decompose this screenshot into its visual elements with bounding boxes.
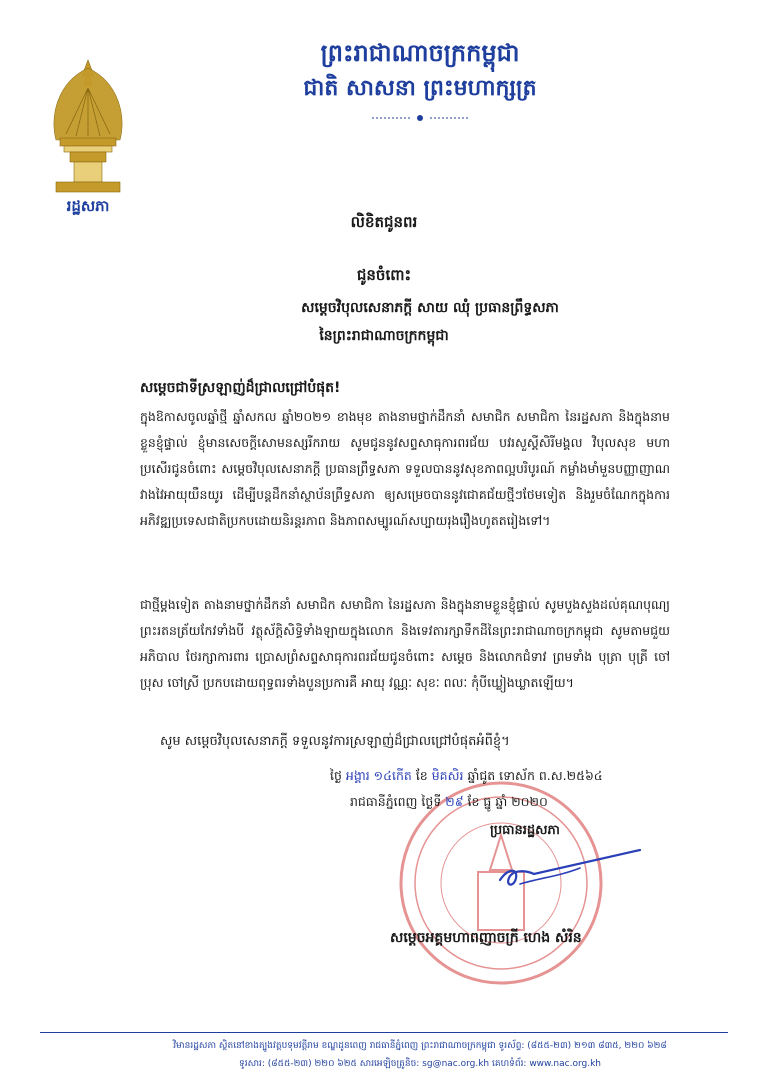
footer-address: វិមានរដ្ឋសភា ស្ថិតនៅខាងត្បូងវត្តបទុមវត្តីរាម ខណ្ឌដូនពេញ រាជធានីភ្នំពេញ ព្រះរាជាណាចក្រកម្ពុជា ទូរស័ព្ទ: (៨៥៥-២៣) ២១៣ ៨៣៥, ២២០ ៦២៨ xyxy=(173,1041,667,1051)
org-name: រដ្ឋសភា xyxy=(66,197,110,215)
lunar-month: មិគសិរ xyxy=(431,768,464,783)
addressee-label: ជូនចំពោះ xyxy=(356,266,412,284)
paragraph-1: ក្នុងឱកាសចូលឆ្នាំថ្មី ឆ្នាំសកល ឆ្នាំ២០២១ ខាងមុខ តាងនាមថ្នាក់ដឹកនាំ សមាជិក សមាជិកា នៃរដ្ឋសភា និងក្នុងនាមខ្លួនខ្ញុំផ្ទាល់ ខ្ញុំមានសេចក្តីសោមនស្សរីករាយ សូមជូននូវសព្ទសាធុការពរជ័យ បវរសួស្តីសិរីមង្គល វិបុលសុខ មហាប្រសើរជូនចំពោះ សម្តេចវិបុលសេនាភក្តី ប្រធានព្រឹទ្ធសភា ទទួលបាននូវសុខភាពល្អបរិបូរណ៍ កម្លាំងមាំមួនបញ្ញាញាណវាងវៃអាយុយឺនយូរ ដើម្បីបន្តដឹកនាំស្ថាប័នព្រឹទ្ធសភា ឲ្យសម្រេចបាននូវជោគជ័យថ្មីៗថែមទៀត និងរួមចំណែកក្នុងការអភិវឌ្ឍប្រទេសជាតិប្រកបដោយនិរន្តរភាព និងភាពសម្បូរណ៍សប្បាយរុងរឿងហូតតរៀងទៅ។ xyxy=(140,409,670,528)
solar-date-prefix: រាជធានីភ្នំពេញ ថ្ងៃទី xyxy=(350,794,442,809)
lunar-date-rest: ឆ្នាំជូត ទោស័ក ព.ស.២៥៦៤ xyxy=(467,768,603,783)
national-assembly-emblem-icon xyxy=(46,58,130,198)
footer-contacts: ទូរសារ: (៨៥៥-២៣) ២២០ ៦២៥ សារអេឡិចត្រូនិច: sg@nac.org.kh គេហទំព័រ: www.nac.org.kh xyxy=(239,1059,601,1069)
solar-date xyxy=(350,794,690,813)
lunar-date xyxy=(330,768,690,787)
solar-date-rest: ខែ ធ្នូ ឆ្នាំ ២០២០ xyxy=(467,794,548,809)
salutation: សម្តេចជាទីស្រឡាញ់ដ៏ជ្រាលជ្រៅបំផុត! xyxy=(140,380,341,396)
paragraph-2: ជាថ្មីម្តងទៀត តាងនាមថ្នាក់ដឹកនាំ សមាជិក សមាជិកា នៃរដ្ឋសភា និងក្នុងនាមខ្លួនខ្ញុំផ្ទាល់ សូមបួងសួងដល់គុណបុណ្យព្រះរតនត្រ័យកែវទាំងបី វត្ថុស័ក្តិសិទ្ធិទាំងឡាយក្នុងលោក និងទេវតារក្សាទឹកដីនៃព្រះរាជាណាចក្រកម្ពុជា សូមតាមជួយអភិបាល ថែរក្សាការពារ ប្រោសព្រំសព្ទសាធុការពរជ័យជូនចំពោះ សម្តេច និងលោកជំទាវ ព្រមទាំង បុត្រា បុត្រី ចៅប្រុស ចៅស្រី ប្រកបដោយពុទ្ធពរទាំងបួនប្រការគឺ អាយុ វណ្ណៈ សុខៈ ពលៈ កុំបីឃ្លៀងឃ្លាតឡើយ។ xyxy=(140,597,670,690)
solar-date-day: ២៩ xyxy=(445,794,464,809)
ornament-divider xyxy=(370,113,470,123)
lunar-month-label: ខែ xyxy=(415,768,428,783)
signer-name: សម្តេចអគ្គមហាពញាចក្រី ហេង សំរិន xyxy=(390,930,582,946)
lunar-date-prefix: ថ្ងៃ xyxy=(330,768,342,783)
lunar-date-handwritten: អង្គារ ១៤កើត xyxy=(345,768,412,783)
letter-title: លិខិតជូនពរ xyxy=(350,213,418,231)
closing-line: សូម សម្តេចវិបុលសេនាភក្តី ទទួលនូវការស្រឡាញ់ដ៏ជ្រាលជ្រៅបំផុតអំពីខ្ញុំ។ xyxy=(160,734,510,749)
footer-divider xyxy=(40,1032,728,1033)
handwritten-signature-icon xyxy=(490,838,650,898)
addressee-name: សម្តេចវិបុលសេនាភក្តី សាយ ឈុំ ប្រធានព្រឹទ្ធសភា xyxy=(301,300,559,316)
motto-heading: ជាតិ សាសនា ព្រះមហាក្សត្រ xyxy=(303,75,537,101)
addressee-org: នៃព្រះរាជាណាចក្រកម្ពុជា xyxy=(319,328,449,344)
signer-title: ប្រធានរដ្ឋសភា xyxy=(490,823,560,838)
kingdom-heading: ព្រះរាជាណាចក្រកម្ពុជា xyxy=(320,38,520,67)
